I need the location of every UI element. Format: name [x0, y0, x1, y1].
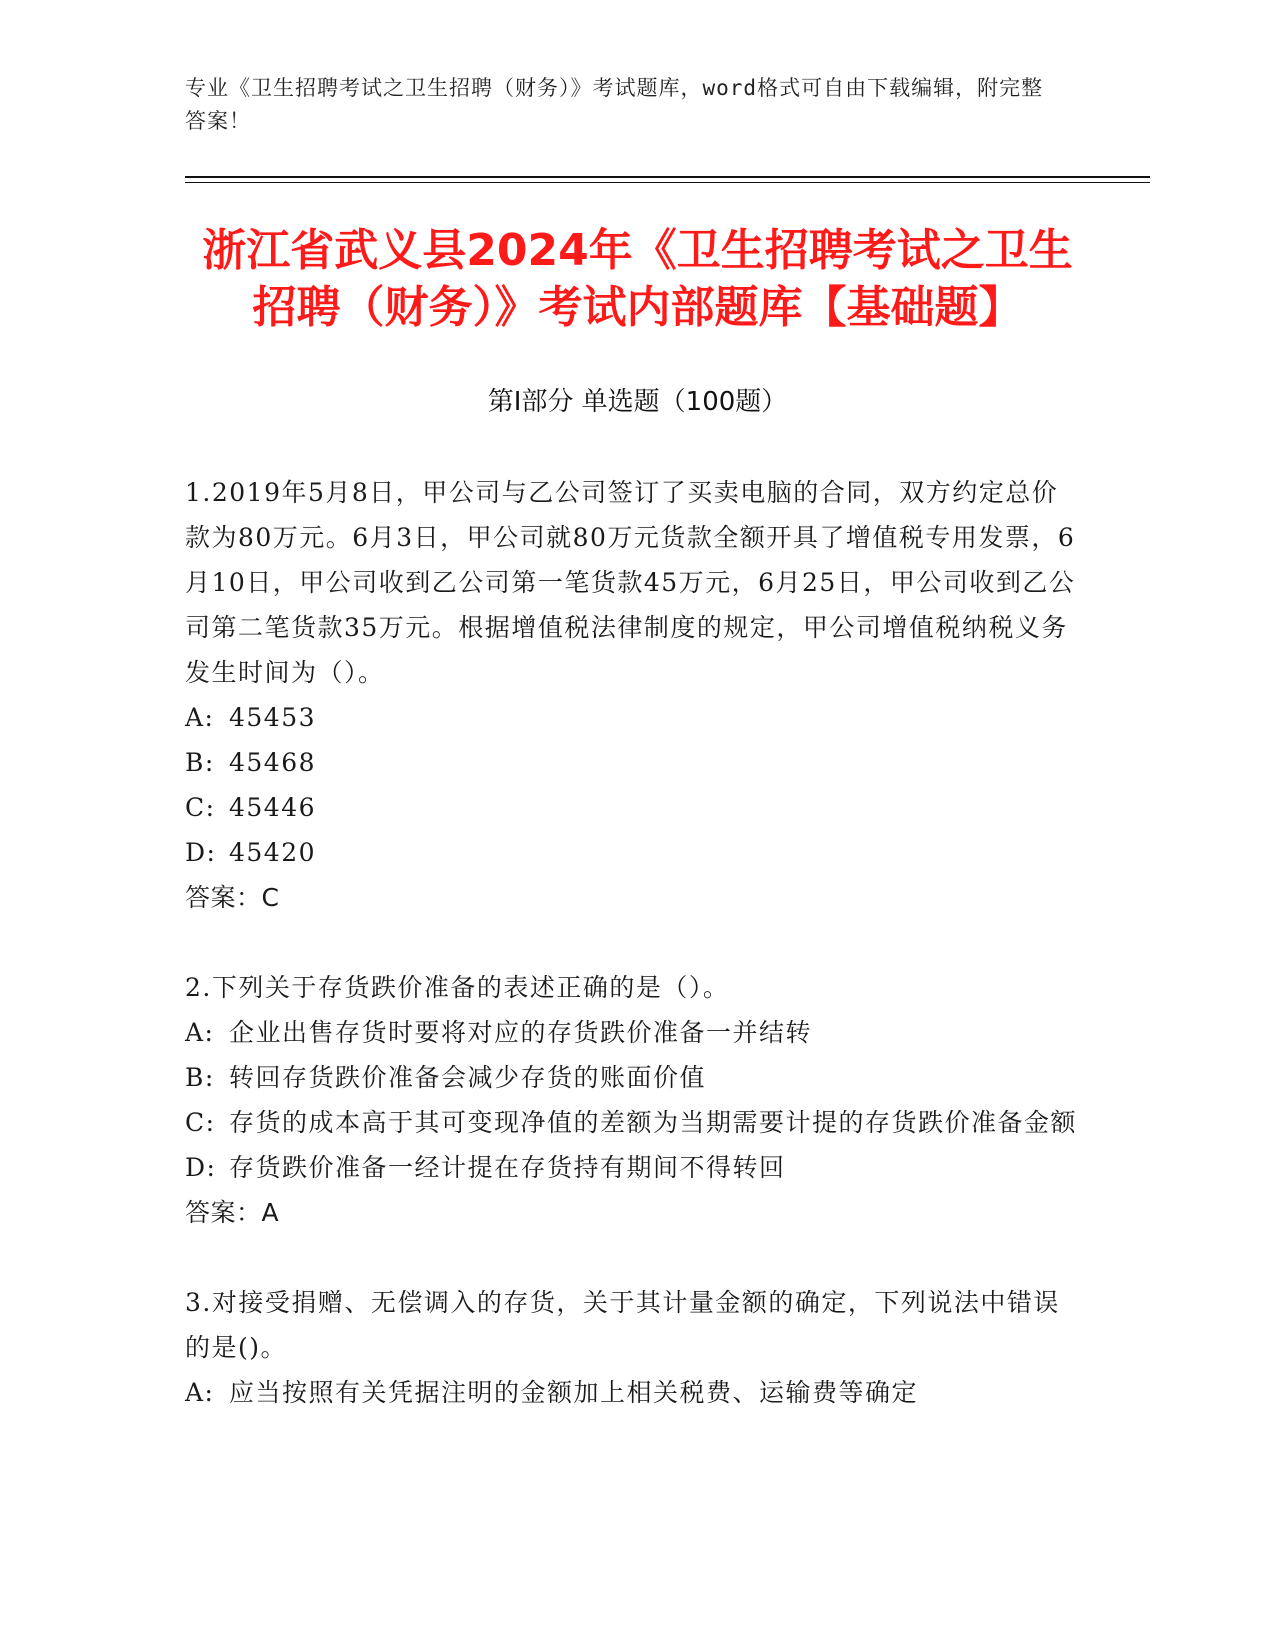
option-text: 45446: [229, 793, 317, 822]
option-letter: C:: [185, 1108, 216, 1137]
option-text: 45420: [229, 838, 317, 867]
option-text: 企业出售存货时要将对应的存货跌价准备一并结转: [229, 1018, 813, 1047]
question-body: 下列关于存货跌价准备的表述正确的是（）。: [211, 973, 730, 1002]
question-body: 对接受捐赠、无偿调入的存货，关于其计量金额的确定，下列说法中错误的是()。: [185, 1288, 1060, 1362]
option-letter: A:: [185, 1378, 215, 1407]
section-heading: 第Ⅰ部分 单选题（100题）: [487, 387, 788, 417]
question-text: [185, 470, 1080, 695]
option-text: 45453: [229, 703, 317, 732]
option-c: [185, 1100, 1080, 1145]
question-list: [185, 470, 1080, 1460]
question-text: [185, 965, 1080, 1010]
answer-value: C: [261, 883, 280, 912]
question-3: [185, 1280, 1080, 1415]
document-title: 浙江省武义县2024年《卫生招聘考试之卫生招聘（财务）》考试内部题库【基础题】: [202, 225, 1073, 333]
option-letter: A:: [185, 703, 215, 732]
option-a: [185, 695, 1080, 740]
header-divider-thin: [185, 182, 1150, 183]
option-text: 应当按照有关凭据注明的金额加上相关税费、运输费等确定: [229, 1378, 919, 1407]
option-b: [185, 1055, 1080, 1100]
question-number: 3.: [185, 1288, 212, 1317]
option-text: 存货跌价准备一经计提在存货持有期间不得转回: [229, 1153, 786, 1182]
option-a: [185, 1010, 1080, 1055]
question-number: 2.: [185, 973, 212, 1002]
option-text: 45468: [229, 748, 317, 777]
option-letter: A:: [185, 1018, 215, 1047]
option-d: [185, 1145, 1080, 1190]
question-2: [185, 965, 1080, 1235]
answer-label: 答案：: [185, 883, 262, 912]
question-number: 1.: [185, 478, 212, 507]
option-a: [185, 1370, 1080, 1415]
option-text: 存货的成本高于其可变现净值的差额为当期需要计提的存货跌价准备金额: [229, 1108, 1078, 1137]
question-text: [185, 1280, 1080, 1370]
answer-line: [185, 875, 1080, 920]
question-body: 2019年5月8日，甲公司与乙公司签订了买卖电脑的合同，双方约定总价款为80万元。6月3日，甲公司就80万元货款全额开具了增值税专用发票，6月10日，甲公司收到乙公司第一笔货款45万元，6月25日，甲公司收到乙公司第二笔货款35万元。根据增值税法律制度的规定，甲公司增值税纳税义务发生时间为（）。: [185, 478, 1076, 687]
option-letter: D:: [185, 1153, 217, 1182]
option-letter: D:: [185, 838, 217, 867]
header-note: 专业《卫生招聘考试之卫生招聘（财务）》考试题库，word格式可自由下载编辑，附完整答案！: [185, 76, 1044, 133]
option-letter: B:: [185, 748, 215, 777]
option-d: [185, 830, 1080, 875]
question-1: [185, 470, 1080, 920]
answer-value: A: [261, 1198, 280, 1227]
option-b: [185, 740, 1080, 785]
header-divider-thick: [185, 176, 1150, 178]
option-text: 转回存货跌价准备会减少存货的账面价值: [229, 1063, 707, 1092]
answer-label: 答案：: [185, 1198, 262, 1227]
option-letter: C:: [185, 793, 216, 822]
option-c: [185, 785, 1080, 830]
option-letter: B:: [185, 1063, 215, 1092]
answer-line: [185, 1190, 1080, 1235]
